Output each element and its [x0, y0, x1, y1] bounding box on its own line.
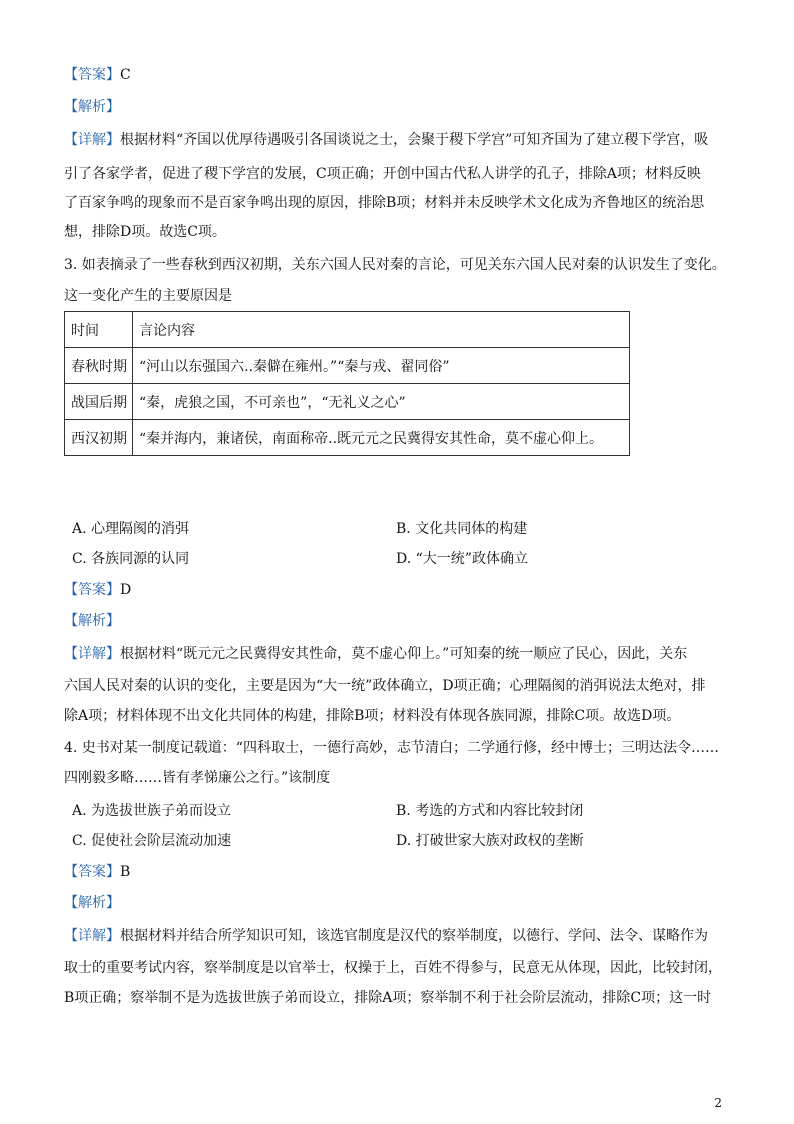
- table-header-cell: 时间: [65, 312, 133, 348]
- detail-line: 取士的重要考试内容，察举制度是以官举士，权操于上，百姓不得参与，民意无从体现，因此，比较封闭，: [64, 960, 722, 976]
- question-3-stem: 这一变化产生的主要原因是: [64, 288, 232, 304]
- answer-tag: 【答案】: [64, 67, 120, 83]
- detail-tag: 【详解】: [64, 646, 120, 662]
- table-header-cell: 言论内容: [133, 312, 630, 348]
- analysis-tag: 【解析】: [64, 99, 120, 115]
- answer-line: [64, 862, 130, 882]
- answer-value: B: [120, 864, 131, 880]
- source-table: [64, 311, 630, 456]
- table-header-row: [65, 312, 630, 348]
- option-b: B. 文化共同体的构建: [396, 521, 528, 537]
- detail-text: 根据材料“齐国以优厚待遇吸引各国谈说之士，会聚于稷下学宫”可知齐国为了建立稷下学宫，吸: [120, 132, 709, 148]
- table-cell-quote: “河山以东强国六..秦僻在雍州。”“秦与戎、翟同俗”: [133, 348, 630, 384]
- detail-tag: 【详解】: [64, 928, 120, 944]
- table-cell-quote: “秦并海内，兼诸侯，南面称帝..既元元之民冀得安其性命，莫不虚心仰上。: [133, 420, 630, 456]
- table-cell-period: 春秋时期: [65, 348, 133, 384]
- analysis-tag: 【解析】: [64, 613, 120, 629]
- option-d: D. “大一统”政体确立: [396, 551, 528, 567]
- answer-line: [64, 65, 131, 85]
- detail-line: 六国人民对秦的认识的变化，主要是因为“大一统”政体确立，D项正确；心理隔阂的消弭说法太绝对，排: [64, 678, 706, 694]
- question-4-stem: 4. 史书对某一制度记载道：“四科取士，一德行高妙，志节清白；二学通行修，经中博士；三明达法令……: [64, 740, 719, 756]
- question-3-stem: 3. 如表摘录了一些春秋到西汉初期，关东六国人民对秦的言论，可见关东六国人民对秦的认识发生了变化。: [64, 257, 726, 273]
- table-cell-period: 战国后期: [65, 384, 133, 420]
- answer-tag: 【答案】: [64, 582, 120, 598]
- detail-line: 除A项；材料体现不出文化共同体的构建，排除B项；材料没有体现各族同源，排除C项。故选D项。: [64, 708, 681, 724]
- table-row: [65, 348, 630, 384]
- detail-tag: 【详解】: [64, 132, 120, 148]
- option-a: A. 心理隔阂的消弭: [72, 521, 190, 537]
- analysis-tag: 【解析】: [64, 895, 120, 911]
- option-c: C. 促使社会阶层流动加速: [72, 833, 232, 849]
- detail-line: 想，排除D项。故选C项。: [64, 224, 226, 240]
- option-a: A. 为选拔世族子弟而设立: [72, 803, 232, 819]
- detail-line: 了百家争鸣的现象而不是百家争鸣出现的原因，排除B项；材料并未反映学术文化成为齐鲁地区的统治思: [64, 195, 705, 211]
- table-row: [65, 420, 630, 456]
- answer-value: D: [120, 582, 132, 598]
- detail-line: 引了各家学者，促进了稷下学宫的发展，C项正确；开创中国古代私人讲学的孔子，排除A项；材料反映: [64, 166, 701, 182]
- answer-line: [64, 580, 131, 600]
- detail-line: [64, 926, 708, 946]
- answer-value: C: [120, 67, 131, 83]
- option-d: D. 打破世家大族对政权的垄断: [396, 833, 584, 849]
- detail-line: B项正确；察举制不是为选拔世族子弟而设立，排除A项；察举制不利于社会阶层流动，排除C项；这一时: [64, 990, 712, 1006]
- table-row: [65, 384, 630, 420]
- page-number: 2: [714, 1096, 722, 1110]
- detail-text: 根据材料“既元元之民冀得安其性命，莫不虚心仰上。”可知秦的统一顺应了民心，因此，关东: [120, 646, 688, 662]
- question-4-stem: 四刚毅多略……皆有孝悌廉公之行。”该制度: [64, 770, 331, 786]
- detail-line: [64, 130, 708, 150]
- table-cell-period: 西汉初期: [65, 420, 133, 456]
- answer-tag: 【答案】: [64, 864, 120, 880]
- detail-line: [64, 644, 687, 664]
- option-b: B. 考选的方式和内容比较封闭: [396, 803, 584, 819]
- table-cell-quote: “秦，虎狼之国，不可亲也”，“无礼义之心”: [133, 384, 630, 420]
- detail-text: 根据材料并结合所学知识可知，该选官制度是汉代的察举制度，以德行、学问、法令、谋略作为: [120, 928, 708, 944]
- option-c: C. 各族同源的认同: [72, 551, 190, 567]
